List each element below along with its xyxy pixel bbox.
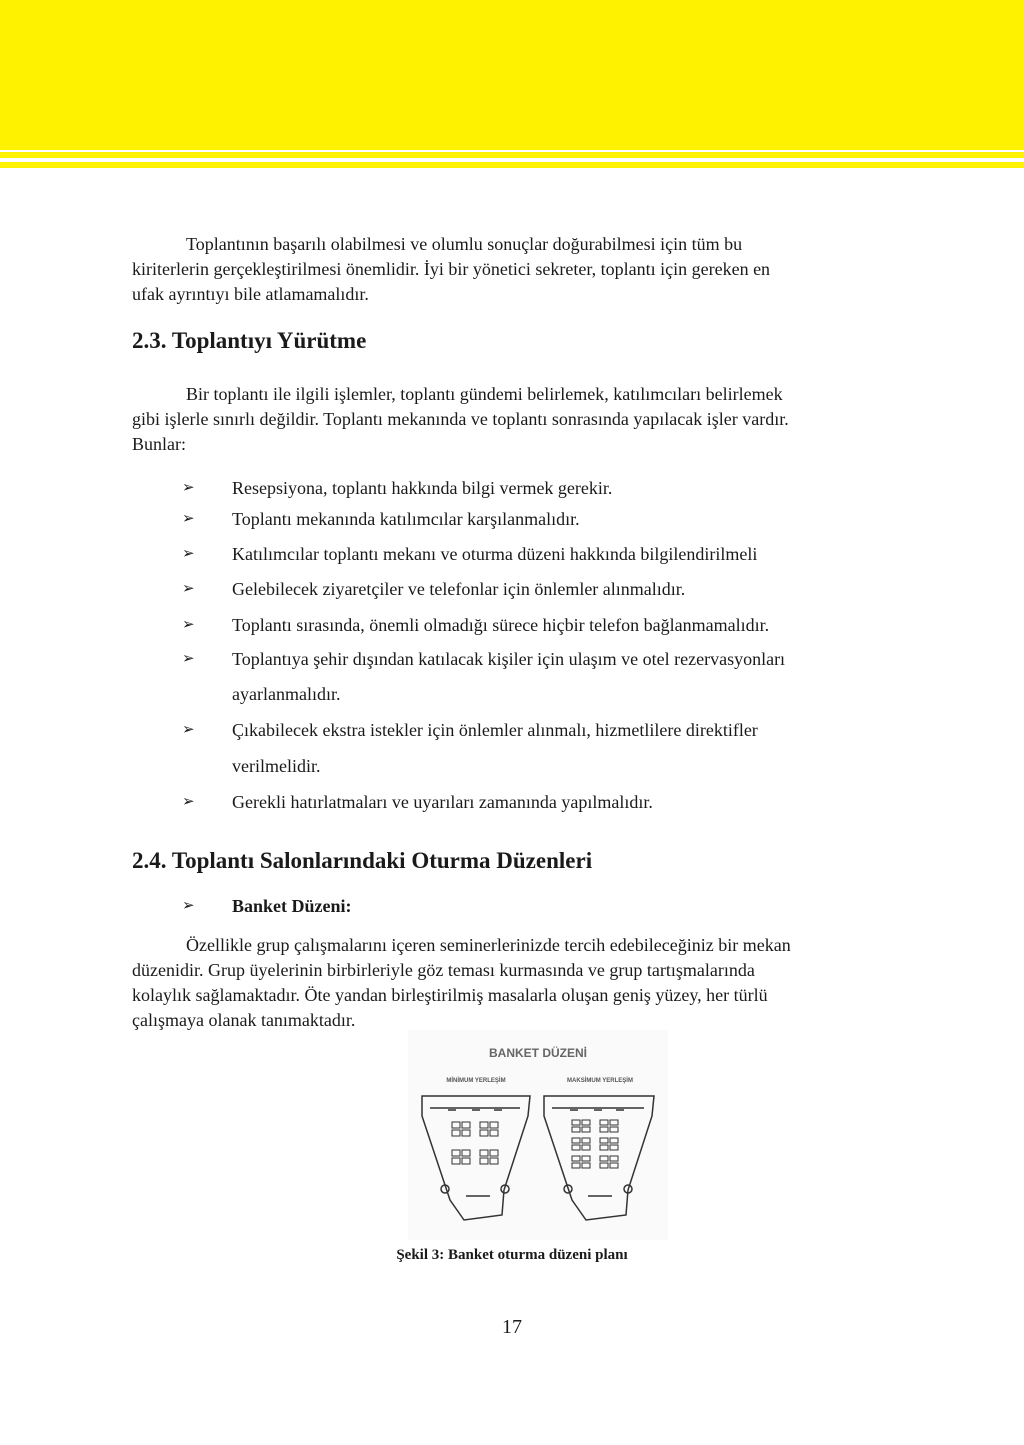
paragraph-line: kiriterlerin gerçekleştirilmesi önemlidir. İyi bir yönetici sekreter, toplantı için gereken en (132, 259, 771, 279)
banquet-layout-figure (408, 1030, 668, 1240)
arrow-bullet-icon: ➢ (182, 896, 195, 914)
intro-paragraph (132, 232, 872, 307)
arrow-bullet-icon: ➢ (182, 509, 195, 527)
paragraph-line: Bunlar: (132, 434, 186, 454)
arrow-bullet-icon: ➢ (182, 544, 195, 562)
header-stripe (0, 162, 1024, 168)
page-number: 17 (502, 1316, 522, 1338)
sub-bullet-text: Banket Düzeni: (232, 896, 352, 916)
paragraph-line: düzenidir. Grup üyelerinin birbirleriyle göz teması kurmasında ve grup tartışmalarında (132, 960, 755, 980)
section-paragraph (132, 382, 872, 457)
header-stripe (0, 152, 1024, 158)
list-item-text: Katılımcılar toplantı mekanı ve oturma düzeni hakkında bilgilendirilmeli (232, 544, 758, 564)
arrow-bullet-icon: ➢ (182, 579, 195, 597)
arrow-bullet-icon: ➢ (182, 649, 195, 667)
paragraph-line: ufak ayrıntıyı bile atlamamalıdır. (132, 284, 369, 304)
list-item-text: Çıkabilecek ekstra istekler için önlemler alınmalı, hizmetlilere direktifler (232, 720, 758, 740)
paragraph-line: gibi işlerle sınırlı değildir. Toplantı mekanında ve toplantı sonrasında yapılacak işler vardır. (132, 409, 789, 429)
arrow-bullet-icon: ➢ (182, 792, 195, 810)
figure-caption: Şekil 3: Banket oturma düzeni planı (396, 1247, 628, 1263)
arrow-bullet-icon: ➢ (182, 615, 195, 633)
paragraph-line: Özellikle grup çalışmalarını içeren seminerlerinizde tercih edebileceğiniz bir mekan (186, 935, 791, 955)
section-paragraph (132, 933, 872, 1033)
arrow-bullet-icon: ➢ (182, 478, 195, 496)
arrow-bullet-icon: ➢ (182, 720, 195, 738)
paragraph-line: kolaylık sağlamaktadır. Öte yandan birleştirilmiş masalarla oluşan geniş yüzey, her türlü (132, 985, 768, 1005)
list-item-text: Toplantıya şehir dışından katılacak kişiler için ulaşım ve otel rezervasyonları (232, 649, 786, 669)
figure-title: BANKET DÜZENİ (489, 1046, 587, 1060)
list-item-text: Resepsiyona, toplantı hakkında bilgi vermek gerekir. (232, 478, 613, 498)
banquet-floor-plan (408, 1030, 668, 1240)
figure-right-label: MAKSİMUM YERLEŞİM (567, 1078, 633, 1084)
section-heading: 2.3. Toplantıyı Yürütme (132, 328, 367, 353)
list-item-text: Gelebilecek ziyaretçiler ve telefonlar için önlemler alınmalıdır. (232, 579, 686, 599)
figure-left-label: MİNİMUM YERLEŞİM (446, 1078, 506, 1084)
header-banner (0, 0, 1024, 150)
paragraph-line: çalışmaya olanak tanımaktadır. (132, 1010, 356, 1030)
list-item-text: Toplantı mekanında katılımcılar karşılanmalıdır. (232, 509, 580, 529)
list-item-text: ayarlanmalıdır. (232, 684, 341, 704)
section-heading: 2.4. Toplantı Salonlarındaki Oturma Düzenleri (132, 848, 593, 873)
paragraph-line: Toplantının başarılı olabilmesi ve olumlu sonuçlar doğurabilmesi için tüm bu (186, 234, 743, 254)
paragraph-line: Bir toplantı ile ilgili işlemler, toplantı gündemi belirlemek, katılımcıları belirlemek (186, 384, 783, 404)
list-item-text: Toplantı sırasında, önemli olmadığı sürece hiçbir telefon bağlanmamalıdır. (232, 615, 770, 635)
list-item-text: verilmelidir. (232, 756, 321, 776)
list-item-text: Gerekli hatırlatmaları ve uyarıları zamanında yapılmalıdır. (232, 792, 653, 812)
